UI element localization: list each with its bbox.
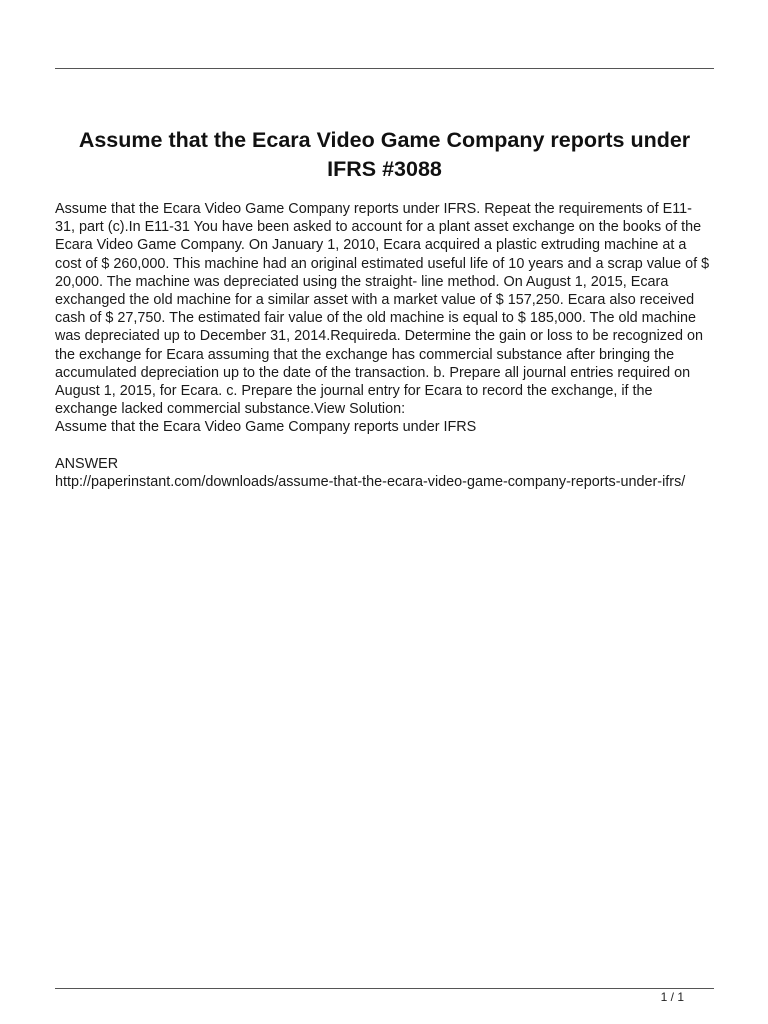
solution-line: Assume that the Ecara Video Game Company reports under IFRS — [55, 419, 477, 436]
document-title: Assume that the Ecara Video Game Company reports under IFRS #3088 — [78, 128, 691, 181]
document-body — [55, 200, 714, 491]
header-divider — [55, 68, 714, 69]
page-number: 1 / 1 — [660, 990, 684, 1004]
answer-link[interactable]: http://paperinstant.com/downloads/assume-that-the-ecara-video-game-company-reports-under-ifrs/ — [55, 474, 686, 491]
body-paragraph: Assume that the Ecara Video Game Company reports under IFRS. Repeat the requirements of E11- 31, part (c).In E11-31 You have been asked to account for a plant asset exchange on the books of the Ecara Video Game Company. On January 1, 2010, Ecara acquired a plastic extruding machine at a cost of $ 260,000. This machine had an original estimated useful life of 10 years and a scrap value of $ 20,000. The machine was depreciated using the straight- line method. On August 1, 2015, Ecara exchanged the old machine for a similar asset with a market value of $ 157,250. Ecara also received cash of $ 27,750. The estimated fair value of the old machine is equal to $ 185,000. The old machine was depreciated up to December 31, 2014.Requireda. Determine the gain or loss to be recognized on the exchange for Ecara assuming that the exchange has commercial substance after bringing the accumulated depreciation up to the date of the transaction. b. Prepare all journal entries required on August 1, 2015, for Ecara. c. Prepare the journal entry for Ecara to record the exchange, if the exchange lacked commercial substance.View Solution: — [55, 201, 710, 418]
answer-label: ANSWER — [55, 455, 119, 472]
paragraph-spacer — [55, 437, 714, 455]
footer-divider — [55, 988, 714, 989]
